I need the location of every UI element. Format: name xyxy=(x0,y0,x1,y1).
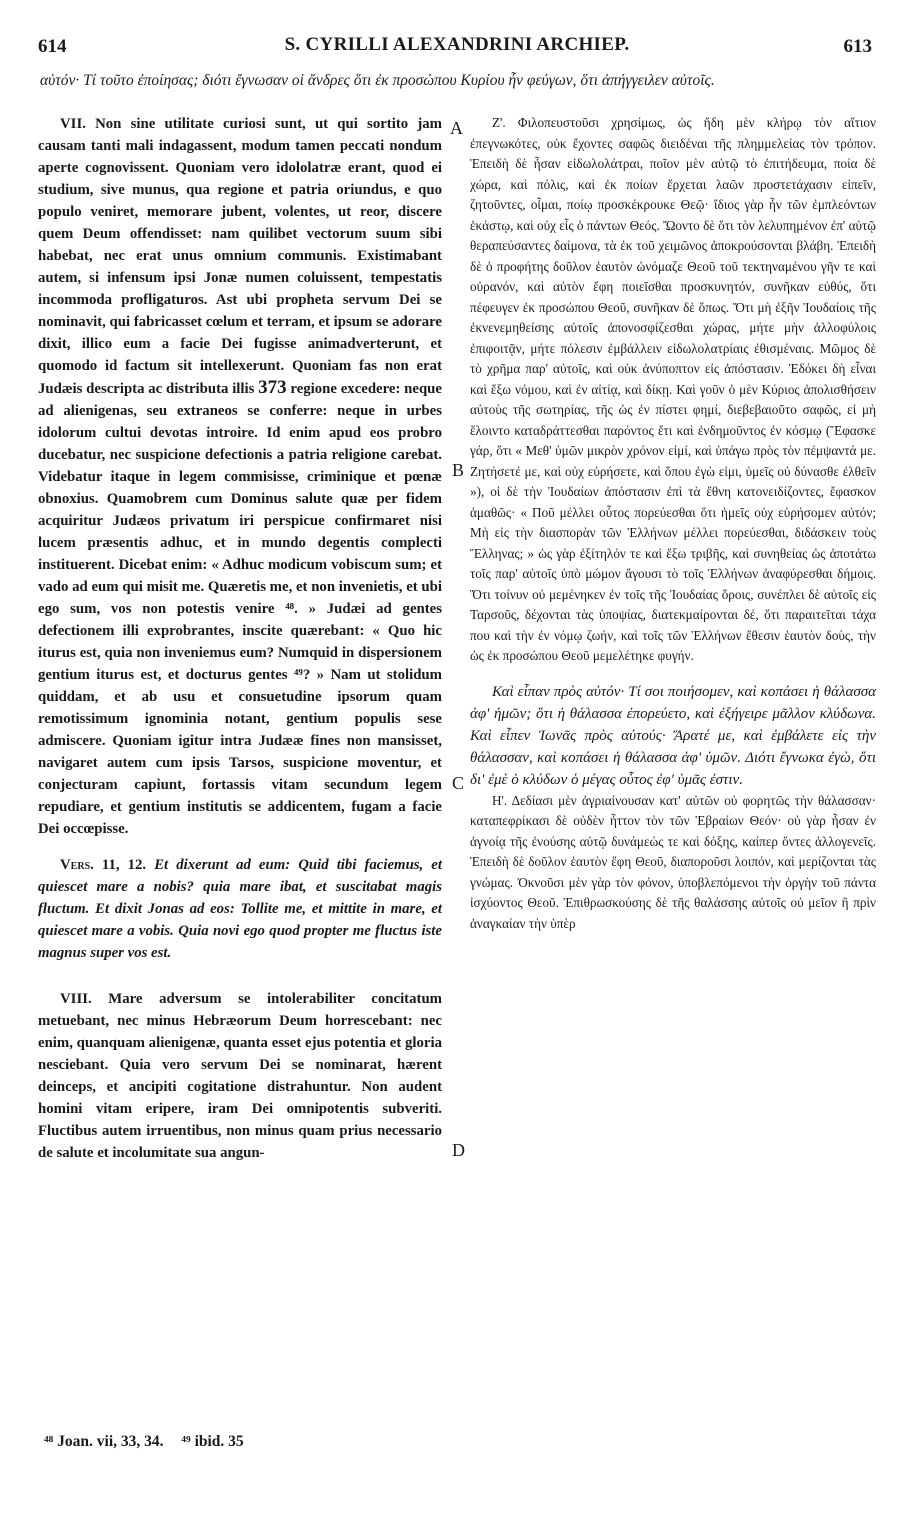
margin-letter-a: A xyxy=(450,118,463,138)
greek-column xyxy=(470,113,876,934)
greek-paragraph-z: Ζ'. Φιλοπευστοῦσι χρησίμως, ὡς ἤδη μὲν κλήρῳ τὸν αἴτιον ἐπεγνωκότες, οὐκ ἔχοντες σαφῶς διειδέναι τῆς πλημμελείας τὸν τρόπον. Ἐπειδὴ δὲ ἦσαν εἰδωλολάτραι, ποῖον μὲν αὐτῷ τὸ ἐπιτήδευμα, ποία δὲ χώρα, καὶ πόλις, καὶ ἐκ ποίων ἔρχεται λαῶν προστετάχασιν εἰπεῖν, ζητοῦντες, οἶμαι, ποίῳ προσκέκρουκε Θεῷ· ἴδιος γὰρ ἦν τῶν ἐμπλεόντων ἑκάστῳ, καὶ οὐχ εἷς ὁ πάντων Θεός. Ὤοντο δὲ ὅτι τὸν λελυπημένον ἐπ' αὐτῷ θεραπεύσαντες δαίμονα, τὰ ἐκ τοῦ χειμῶνος ἀποκρούσονται βλάβη. Ἐπειδὴ δὲ ὁ προφήτης δοῦλον ἑαυτὸν ὠνόμαζε Θεοῦ τοῦ τεκτηναμένου γῆν τε καὶ οὐρανόν, καὶ αὐτὸν ἔφη ποιεῖσθαι προσκυνητόν, συνῆκαν εὐθύς, ὅτι πέφευγεν ἐκ προσώπου Θεοῦ, συνῆκαν δὲ ὅπως. Ὅτι μὴ ἐξῆν Ἰουδαίοις τῆς ἐκνενεμηθείσης αὐτοῖς ἀπονοσφίζεσθαι χώρας, μήτε μὴν ἀλλοφύλοις ἐπιφοιτᾷν, μήτε πόλεσιν ἐμβάλλειν εἰδωλολατρίαις ἐθισμέναις. Μῶμος δὲ τὸ χρῆμα παρ' αὐτοῖς, καὶ οὐκ ἀνύποπτον εἰς ἀπόστασιν. Ἐδόκει δὴ εἶναι καὶ ἔξω νόμου, καὶ ἐν αἰτίᾳ, καὶ δίκῃ. Καὶ γοῦν ὁ μὲν Κύριος ἀπολισθήσειν αὐτοὺς τῆς σωτηρίας, τῆς ὡς ἐν πίστει φημί, διεβεβαιοῦτο σαφῶς, εἰ μὴ ἕλοιντο καταδράττεσθαι παρόντος ἔτι καὶ ἐνδημοῦντος ἐν κόσμῳ (Ἔφασκε γάρ, ὅτι « Μεθ' ὑμῶν μικρὸν χρόνον εἰμί, καὶ ὑπάγω πρὸς τὸν πέμψαντά με. Ζητήσετέ με, καὶ οὐχ εὑρήσετε, καὶ ὅπου ἐγὼ εἰμι, ὑμεῖς οὐ δύνασθε ἐλθεῖν »), οἱ δὲ τὴν Ἰουδαίων ἀπόστασιν ἐπὶ τὰ ἔθνη κατονειδίζοντες, ἔφασκον ἀμαθῶς· « Ποῦ μέλλει οὗτος πορεύεσθαι ὅτι ἡμεῖς οὐχ εὑρήσομεν αὐτόν; Μὴ εἰς τὴν διασπορὰν τῶν Ἑλλήνων μέλλει πορεύεσθαι, διδάσκειν τοὺς Ἕλληνας; » ὡς γὰρ ἐξίτηλόν τε καὶ ἔξω τριβῆς, καὶ συνηθείας ὡς ἀποτάτω τοῖς παρ' αὐτοῖς ὑπὸ μώμον ἄγουσι τὸ τοῖς Ἑλλήνων ἀναφύρεσθαι δήμοις. Ὅτι τοίνυν οὐ μεμένηκεν ἐν τοῖς τῆς Ἰουδαίας ὅροις, συνέπλει δὲ αὐτοῖς εἰς Ταρσοῦς, δέχονται τὰς ὑποψίας, διατεκμαίρονται δέ, ὅτι παραιτεῖται τάχα που καὶ τὴν ἐν νόμῳ ζωήν, καὶ τοῖς τῶν Ἑλλήνων ἔθεσιν ἑαυτὸν δοὺς, τὴν ὡς ἐκ προσώπου Θεοῦ μεμελέτηκε φυγήν. xyxy=(470,115,876,663)
footnote-48: ⁴⁸ Joan. vii, 33, 34. xyxy=(44,1433,164,1450)
page-number-left: 614 xyxy=(38,36,67,57)
column-number: 373 xyxy=(258,377,287,398)
verse-label: Vers. 11, 12. xyxy=(60,857,147,873)
margin-letter-c: C xyxy=(452,773,465,793)
margin-letter-b: B xyxy=(452,460,465,480)
latin-paragraph-vii-b: regione excedere: neque ad alienigenas, seu extraneos se conferre: neque in urbes idolorum cultui devotas introire. Id enim apud eos probro ducebatur, nec suspicione defectionis a patria religione carebat. Videbatur itaque in legem commisisse, criminique et pœnæ obnoxius. Quamobrem cum Dominus salute quæ per fidem acquiritur Judæos privatum iri perspicue confirmaret nisi lucem præsentis adhuc, et in mundo degentis complecti instituerent. Dicebat enim: « Adhuc modicum vobiscum sum; et vado ad eum qui misit me. Quæretis me, et non invenietis, et ubi ego sum, vos non potestis venire ⁴⁸. » Judæi ad gentes defectionem illi exprobrantes, inscite quærebant: « Quo hic iturus est, quia non inveniemus eum? Numquid in dispersionem gentium iturus est, et docturus gentes ⁴⁹? » Nam ut stolidum quiddam, et ab usu et consuetudine ipsorum quam remotissimum ignominia notant, gentium populis sese admiscere. Quoniam igitur intra Judææ fines non mansisset, navigaret autem cum ipsis Tarsos, suspicione moventur, et conjecturam capiunt, fortassis vitam secundum legem repudiare, et gentium institutis se addicentem, fugam a facie Dei occœpisse. xyxy=(38,381,442,837)
latin-verse-text: Et dixerunt ad eum: Quid tibi faciemus, et quiescet mare a nobis? quia mare ibat, et suscitabat magis fluctum. Et dixit Jonas ad eos: Tollite me, et mittite in mare, et quiescet mare a vobis. Quia novi ego quod propter me fluctus iste magnus super vos est. xyxy=(38,857,442,961)
page-header xyxy=(0,0,914,64)
latin-verse xyxy=(38,854,442,964)
greek-verse: Καὶ εἶπαν πρὸς αὐτόν· Τί σοι ποιήσομεν, καὶ κοπάσει ἡ θάλασσα ἀφ' ἡμῶν; ὅτι ἡ θάλασσα ἐπορεύετο, καὶ ἐξήγειρε μᾶλλον κλύδωνα. Καὶ εἶπεν Ἰωνᾶς πρὸς αὐτούς· Ἄρατέ με, καὶ ἐμβάλετε εἰς τὴν θάλασσαν, καὶ κοπάσει ἡ θάλασσα ἀφ' ὑμῶν. Διότι ἔγνωκα ἐγὼ, ὅτι δι' ἐμὲ ὁ κλύδων ὁ μέγας οὗτος ἐφ' ὑμᾶς ἐστιν. xyxy=(470,683,876,788)
latin-paragraph-vii-a: VII. Non sine utilitate curiosi sunt, ut qui sortito jam causam tanti mali indagassent, modum tamen peccati nondum aperte cognovissent. Quoniam vero idololatræ erant, quod ei studium, sive munus, qua regione et patria oriundus, e quo populo veniret, memorare jubent, volentes, ut reor, discere quem Deum offendisset: nam quilibet vectorum suum sibi habebat, nec erat unus omnium communis. Existimabant autem, si infensum ipsi Jonæ numen coluissent, tempestatis incommoda profligaturos. Ast ubi propheta servum Dei se nominavit, qui fabricasset cœlum et terram, et ipsum se adorare dixit, illico eum a facie Dei fugisse animadverterunt, et quomodo id factum sit intellexerunt. Quoniam fas non erat Judæis descripta ac distributa illis xyxy=(38,116,442,397)
footnote-49: ⁴⁹ ibid. 35 xyxy=(181,1433,244,1450)
margin-letter-d: D xyxy=(452,1140,465,1160)
running-title: S. CYRILLI ALEXANDRINI ARCHIEP. xyxy=(284,34,630,55)
latin-paragraph-vii xyxy=(38,113,442,840)
continuation-line: αὐτόν· Τί τοῦτο ἐποίησας; διότι ἔγνωσαν οἱ ἄνδρες ὅτι ἐκ προσώπου Κυρίου ἦν φεύγων, ὅτι ἀπήγγειλεν αὐτοῖς. xyxy=(40,72,715,89)
page-number-right: 613 xyxy=(843,36,872,57)
latin-paragraph-viii: VIII. Mare adversum se intolerabiliter concitatum metuebant, nec minus Hebræorum Deum horrescebant: nec enim, quanquam alienigenæ, quanta esset ejus potentia et gloria nesciebant. Quia vero servum Dei se nominarat, hærent deinceps, et ancipiti cogitatione distrahuntur. Non audent homini vitam eripere, iram Dei omnipotentis subveriti. Fluctibus autem irruentibus, non minus quam prius necessario de salute et incolumitate sua angun- xyxy=(38,991,442,1161)
greek-paragraph-h: Η'. Δεδίασι μὲν ἀγριαίνουσαν κατ' αὐτῶν οὐ φορητῶς τὴν θάλασσαν· καταπεφρίκασι δὲ οὐδὲν ἧττον τὸν τῶν Ἑβραίων Θεόν· οὐ γὰρ ἦσαν ἐν ἀγνοίᾳ τῆς ἐνούσης αὐτῷ δυνάμεώς τε καὶ δόξης, καίπερ ὄντες ἀλλογενεῖς. Ἐπειδὴ δὲ δοῦλον ἑαυτὸν ἔφη Θεοῦ, διαποροῦσι λοιπόν, καὶ μερίζονται τὰς γνώμας. Ὀκνοῦσι μὲν γὰρ τὸν φόνον, ὑποβλεπόμενοι τὴν ὀργὴν τοῦ πάντα ἰσχύοντος Θεοῦ. Ἐπιθρωσκούσης δὲ τῆς θαλάσσης αὐτοῖς οὐ μεῖον ἢ πρὶν ἀναγκαίαν τὴν ὑπὲρ xyxy=(470,792,876,931)
footnotes xyxy=(44,1433,258,1451)
latin-column xyxy=(38,113,442,1164)
